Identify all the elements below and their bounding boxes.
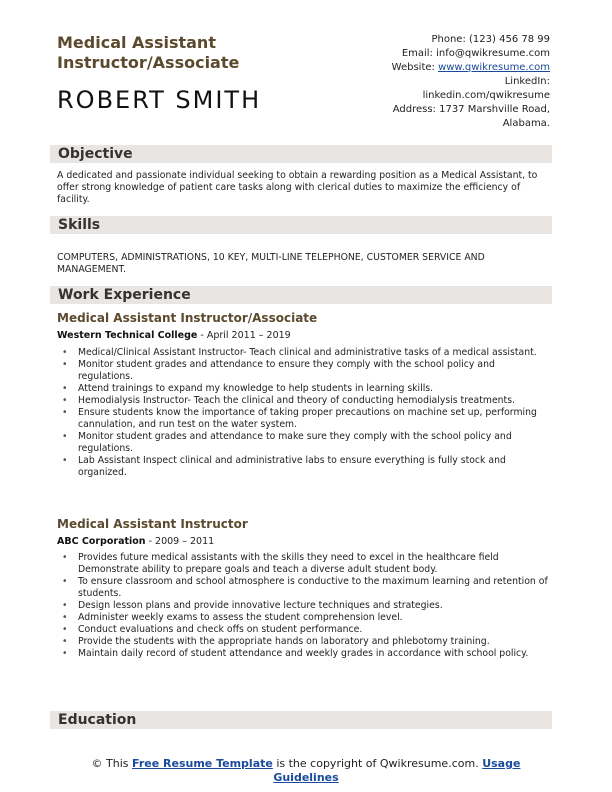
email-label: Email: <box>401 48 433 59</box>
skills-heading: Skills <box>58 217 101 233</box>
education-section-bar <box>50 711 552 729</box>
list-item: • Medical/Clinical Assistant Instructor- Teach clinical and administrative tasks of a medical assistant. <box>62 347 549 359</box>
contact-email <box>310 47 550 61</box>
phone-value: (123) 456 78 99 <box>469 34 550 45</box>
job-1-dates: - April 2011 – 2019 <box>197 330 291 341</box>
contact-linkedin-value: linkedin.com/qwikresume <box>422 90 550 101</box>
list-item: • To ensure classroom and school atmosphere is conductive to the maximum learning and retention of students. <box>62 576 549 600</box>
contact-block <box>310 33 550 131</box>
contact-phone <box>310 33 550 47</box>
work-experience-heading: Work Experience <box>58 287 191 303</box>
education-heading: Education <box>58 712 137 728</box>
list-item: • Monitor student grades and attendance to ensure they comply with the school policy and regulations. <box>62 359 549 383</box>
list-item: • Attend trainings to expand my knowledge to help students in learning skills. <box>62 383 549 395</box>
list-item: • Maintain daily record of student attendance and weekly grades in accordance with school policy. <box>62 648 549 660</box>
website-link[interactable]: www.qwikresume.com <box>438 62 550 73</box>
email-value: info@qwikresume.com <box>436 48 550 59</box>
objective-text: A dedicated and passionate individual seeking to obtain a rewarding position as a Medical Assistant, to offer strong knowledge of patient care tasks along with clerical duties to maximize the efficiency of facility. <box>57 170 538 205</box>
job-2-bullet-list <box>62 552 549 660</box>
job-1-bullet-list <box>62 347 549 479</box>
free-resume-template-link[interactable]: Free Resume Template <box>132 757 273 770</box>
job-2-employer: ABC Corporation <box>57 536 146 547</box>
list-item: • Ensure students know the importance of taking proper precautions on machine set up, performing cannulation, and run test on the water system. <box>62 407 549 431</box>
website-label: Website: <box>391 62 435 73</box>
job-1-employer-line <box>57 330 291 341</box>
copyright-footer <box>0 757 612 785</box>
list-item: • Administer weekly exams to assess the student comprehension level. <box>62 612 549 624</box>
usage-guidelines-link-part1[interactable]: Usage <box>482 757 521 770</box>
footer-middle: is the copyright of Qwikresume.com. <box>272 757 483 770</box>
list-item: • Lab Assistant Inspect clinical and administrative labs to ensure everything is fully stock and organized. <box>62 455 549 479</box>
list-item: • Hemodialysis Instructor- Teach the clinical and theory of conducting hemodialysis treatments. <box>62 395 549 407</box>
work-experience-section-bar <box>50 286 552 304</box>
address-label: Address: <box>392 104 436 115</box>
address-line2: Alabama. <box>502 118 550 129</box>
usage-guidelines-link-part2[interactable]: Guidelines <box>273 771 339 784</box>
list-item: • Design lesson plans and provide innovative lecture techniques and strategies. <box>62 600 549 612</box>
contact-website <box>310 61 550 75</box>
list-item: • Provide the students with the appropriate hands on laboratory and phlebotomy training. <box>62 636 549 648</box>
contact-linkedin-label: LinkedIn: <box>504 76 550 87</box>
list-item: • Provides future medical assistants with the skills they need to excel in the healthcare field Demonstrate ability to prepare goals and teach a diverse adult student body. <box>62 552 549 576</box>
list-item: • Conduct evaluations and check offs on student performance. <box>62 624 549 636</box>
footer-prefix: © This <box>91 757 133 770</box>
job-2-dates: - 2009 – 2011 <box>145 536 215 547</box>
objective-section-bar <box>50 145 552 163</box>
job-2-title: Medical Assistant Instructor <box>57 517 248 531</box>
skills-text: COMPUTERS, ADMINISTRATIONS, 10 KEY, MULTI-LINE TELEPHONE, CUSTOMER SERVICE AND MANAGEMENT. <box>57 252 485 275</box>
list-item: • Monitor student grades and attendance to make sure they comply with the school policy and regulations. <box>62 431 549 455</box>
objective-heading: Objective <box>58 146 133 162</box>
address-line1: 1737 Marshville Road, <box>439 104 550 115</box>
job-1-employer: Western Technical College <box>57 330 198 341</box>
job-1-title: Medical Assistant Instructor/Associate <box>57 311 318 325</box>
candidate-name: ROBERT SMITH <box>57 86 262 114</box>
header-job-title: Medical Assistant Instructor/Associate <box>57 33 240 72</box>
job-2-employer-line <box>57 536 214 547</box>
contact-address <box>310 103 550 117</box>
skills-section-bar <box>50 216 552 234</box>
phone-label: Phone: <box>431 34 466 45</box>
